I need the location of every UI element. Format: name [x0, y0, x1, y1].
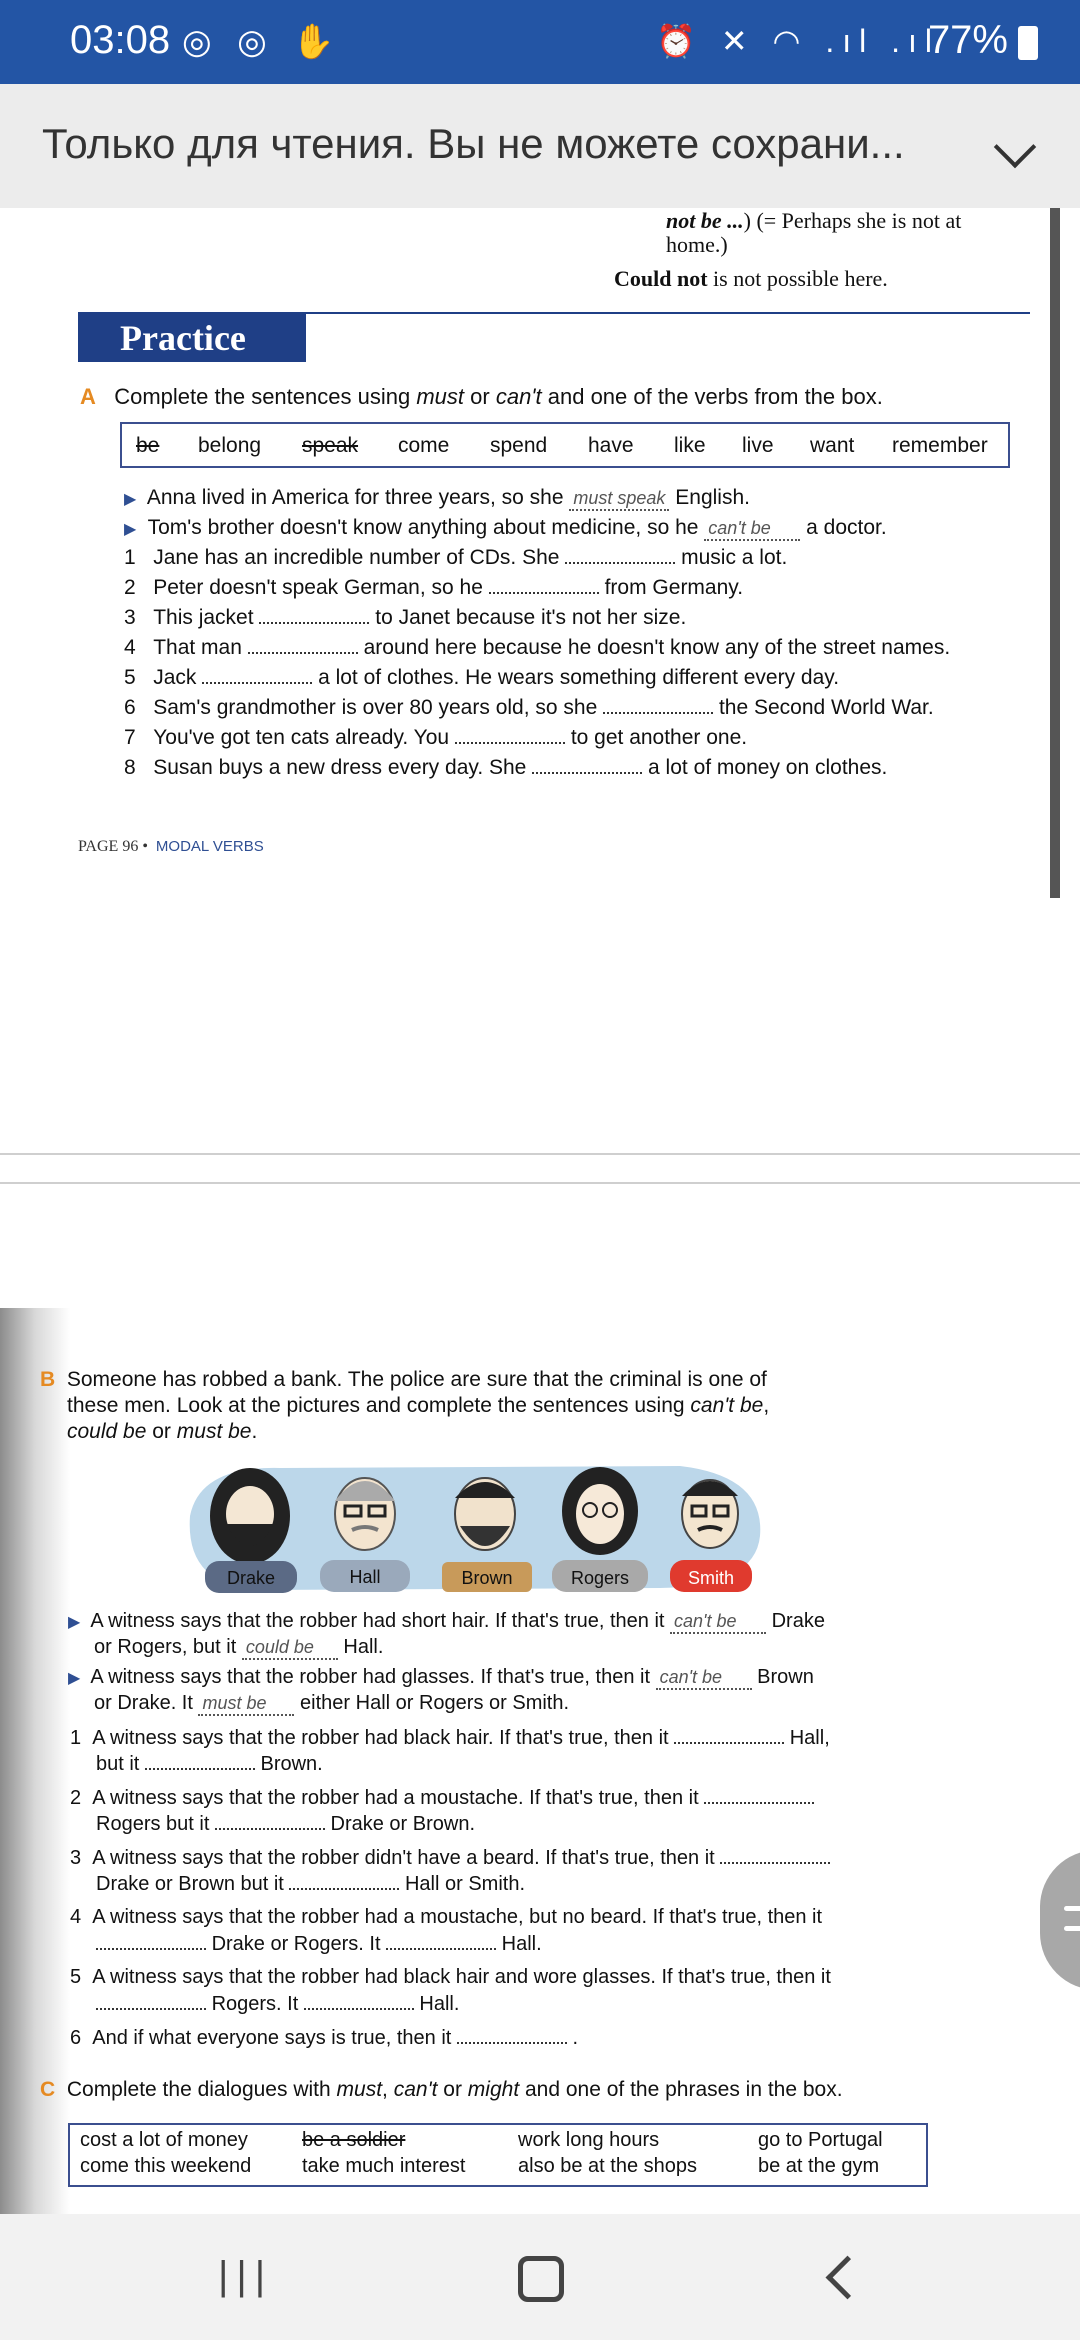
example-text: or Rogers, but it: [94, 1636, 237, 1658]
might-word: might: [467, 2078, 520, 2101]
triangle-icon: ▶: [68, 1670, 81, 1687]
grammar-note-line: [666, 208, 961, 234]
example-text: either Hall or Rogers or Smith.: [300, 1692, 570, 1714]
or-word: or: [470, 384, 490, 409]
item-text: Hall or Smith.: [404, 1873, 526, 1895]
item-number: 3: [124, 606, 136, 629]
suspects-illustration: [180, 1456, 770, 1596]
name-label-rogers: Rogers: [570, 1568, 630, 1588]
item-text: A witness says that the robber didn't have a beard. If that's true, then it: [92, 1847, 715, 1869]
item-text-end: a lot of clothes. He wears something different every day.: [318, 666, 840, 689]
answer-blank[interactable]: [720, 1846, 830, 1864]
item-text: A witness says that the robber had a moustache, but no beard. If that's true, then it: [92, 1906, 823, 1928]
section-b-instruction-1: [40, 1368, 767, 1392]
name-label-brown: Brown: [461, 1568, 513, 1588]
exercise-item: [124, 636, 950, 660]
answer-blank[interactable]: [145, 1752, 255, 1770]
item-text: .: [572, 2027, 579, 2049]
section-name: MODAL VERBS: [155, 838, 264, 855]
item-number: 4: [124, 636, 136, 659]
item-text: Hall.: [501, 1933, 542, 1955]
item-text: Hall,: [789, 1727, 830, 1749]
answer-blank[interactable]: [96, 1932, 206, 1950]
item-text: A witness says that the robber had black hair. If that's true, then it: [92, 1727, 669, 1749]
item-text: Rogers. It: [211, 1993, 299, 2015]
item-number: 6: [124, 696, 136, 719]
answer-blank[interactable]: [674, 1726, 784, 1744]
phrase: be a soldier: [302, 2129, 406, 2151]
exercise-item: [70, 1726, 830, 1750]
handwritten-answer: must speak: [569, 488, 669, 511]
instruction-rest: and one of the phrases in the box.: [525, 2078, 843, 2101]
page-number: PAGE 96 •: [78, 838, 148, 855]
back-icon[interactable]: [826, 2256, 870, 2300]
verb-like: like: [674, 434, 706, 457]
must-be-phrase: must be: [176, 1420, 252, 1443]
item-text: Jack: [153, 666, 197, 689]
item-text: Hall.: [419, 1993, 460, 2015]
example-text: Drake: [771, 1610, 825, 1632]
item-number: 5: [70, 1966, 82, 1988]
example-text: or Drake. It: [94, 1692, 193, 1714]
answer-blank[interactable]: [96, 1992, 206, 2010]
item-number: 2: [124, 576, 136, 599]
example-text: A witness says that the robber had short hair. If that's true, then it: [90, 1610, 665, 1632]
comma: ,: [382, 2078, 388, 2101]
answer-blank[interactable]: [289, 1872, 399, 1890]
item-text-end: to get another one.: [570, 726, 748, 749]
system-status-icons: ⏰ ✕ ◠ .ıl .ıl: [656, 23, 940, 59]
exercise-item: [124, 606, 686, 630]
item-text-end: from Germany.: [604, 576, 744, 599]
answer-blank[interactable]: [489, 576, 599, 594]
status-time: 03:08: [70, 18, 171, 62]
note-bold-text: not be ...: [666, 208, 744, 233]
triangle-icon: ▶: [124, 491, 137, 508]
page-footer: [78, 838, 264, 856]
triangle-icon: ▶: [124, 521, 137, 538]
item-number: 5: [124, 666, 136, 689]
example-b2-line2: [94, 1692, 569, 1716]
verb-spend: spend: [490, 434, 548, 457]
answer-blank[interactable]: [457, 2026, 567, 2044]
answer-blank[interactable]: [455, 726, 565, 744]
practice-heading: Practice: [78, 314, 306, 362]
answer-blank[interactable]: [304, 1992, 414, 2010]
exercise-item: [124, 696, 934, 720]
phrase: be at the gym: [758, 2155, 880, 2177]
or-word: or: [152, 1420, 171, 1443]
item-number: 4: [70, 1906, 82, 1928]
item-text-end: to Janet because it's not her size.: [375, 606, 687, 629]
battery-icon: [1018, 26, 1038, 60]
answer-blank[interactable]: [565, 546, 675, 564]
answer-blank[interactable]: [202, 666, 312, 684]
verb-be: be: [136, 434, 160, 457]
exercise-item: [124, 546, 787, 570]
example-text-end: English.: [675, 486, 750, 509]
section-b-instruction-2: these men. Look at the pictures and complete the sentences using can't be,: [67, 1394, 770, 1417]
example-b1-line1: [68, 1610, 825, 1634]
example-text: Tom's brother doesn't know anything about medicine, so he: [147, 516, 699, 539]
exercise-item: [70, 1846, 830, 1870]
item-text: Drake or Brown.: [330, 1813, 476, 1835]
answer-blank[interactable]: [532, 756, 642, 774]
item-text: Drake or Rogers. It: [211, 1933, 381, 1955]
verb-live: live: [742, 434, 774, 457]
verb-have: have: [588, 434, 634, 457]
page-divider: [0, 1153, 1080, 1155]
item-number: 3: [70, 1847, 82, 1869]
handle-line: [1064, 1926, 1080, 1931]
name-label-smith: Smith: [687, 1568, 735, 1588]
exercise-item-6: [70, 2026, 578, 2050]
item-text-end: around here because he doesn't know any of the street names.: [363, 636, 951, 659]
answer-blank[interactable]: [259, 606, 369, 624]
item-number: 1: [70, 1727, 82, 1749]
example-text: Anna lived in America for three years, so she: [146, 486, 564, 509]
exercise-item: [124, 756, 887, 780]
example-b1-line2: [94, 1636, 383, 1660]
verb-speak: speak: [302, 434, 359, 457]
recents-icon[interactable]: |||: [218, 2254, 274, 2298]
notification-icons: ◎ ◎ ✋: [182, 23, 343, 61]
document-page-1: [0, 208, 1060, 898]
handwritten-answer: can't be: [656, 1667, 752, 1690]
item-text: You've got ten cats already. You: [153, 726, 450, 749]
section-a-instruction: [80, 384, 883, 410]
exercise-item: [124, 726, 747, 750]
item-text: Drake or Brown but it: [96, 1873, 284, 1895]
example-text: A witness says that the robber had glasses. If that's true, then it: [90, 1666, 651, 1688]
instruction-text: Someone has robbed a bank. The police are sure that the criminal is one of: [66, 1368, 767, 1391]
item-text: That man: [153, 636, 242, 659]
section-b-instruction-3: could be or must be.: [67, 1420, 258, 1443]
item-text: This jacket: [153, 606, 254, 629]
item-number: 1: [124, 546, 136, 569]
exercise-item: [124, 576, 743, 600]
could-not-bold: Could not: [614, 266, 708, 291]
page-edge: [1050, 208, 1060, 898]
answer-blank[interactable]: [215, 1812, 325, 1830]
must-word: must: [416, 384, 465, 409]
exercise-item: [70, 1966, 831, 1989]
document-title-bar: [0, 84, 1080, 208]
item-text: Susan buys a new dress every day. She: [153, 756, 527, 779]
exercise-item: [70, 1906, 822, 1929]
phrase: also be at the shops: [518, 2155, 698, 2177]
item-text: Brown.: [260, 1753, 323, 1775]
verb-belong: belong: [198, 434, 262, 457]
section-c-instruction: [40, 2078, 843, 2102]
or-word: or: [443, 2078, 462, 2101]
name-label-drake: Drake: [226, 1568, 276, 1588]
item-text-end: a lot of money on clothes.: [648, 756, 888, 779]
item-text: Peter doesn't speak German, so he: [153, 576, 483, 599]
exercise-item-cont: [96, 1812, 475, 1836]
instruction-text: these men. Look at the pictures and complete the sentences using: [67, 1394, 685, 1417]
document-page-2: [0, 1308, 1060, 2214]
verb-want: want: [810, 434, 855, 457]
triangle-icon: ▶: [68, 1614, 81, 1631]
item-number: 7: [124, 726, 136, 749]
item-number: 2: [70, 1787, 82, 1809]
answer-blank[interactable]: [248, 636, 358, 654]
exercise-item-cont: [96, 1992, 459, 2016]
handwritten-answer: can't be: [704, 518, 800, 541]
handwritten-answer: could be: [242, 1637, 338, 1660]
phrase: take much interest: [302, 2155, 466, 2177]
status-bar: [0, 0, 1080, 84]
phrase: come this weekend: [80, 2155, 252, 2177]
battery-percent: 77%: [927, 18, 1008, 62]
phrase-box: [68, 2123, 928, 2187]
exercise-item: [124, 666, 839, 690]
example-b2-line1: [68, 1666, 814, 1690]
answer-blank[interactable]: [386, 1932, 496, 1950]
example-1: [124, 486, 750, 511]
instruction-text: Complete the sentences using: [114, 384, 411, 409]
cant-word: can't: [393, 2078, 438, 2101]
could-not-note: [614, 266, 888, 292]
cant-be-phrase: can't be: [690, 1394, 764, 1417]
item-number: 8: [124, 756, 136, 779]
page-divider: [0, 1182, 1080, 1184]
item-text-end: music a lot.: [681, 546, 788, 569]
item-text-end: the Second World War.: [718, 696, 934, 719]
page-gap: [0, 898, 1080, 1298]
answer-blank[interactable]: [603, 696, 713, 714]
could-not-rest: is not possible here.: [713, 266, 888, 291]
instruction-text: Complete the dialogues with: [66, 2078, 331, 2101]
readonly-notice: Только для чтения. Вы не можете сохрани...: [42, 120, 905, 167]
item-text: A witness says that the robber had black hair and wore glasses. If that's true, then it: [92, 1966, 831, 1988]
phrase: work long hours: [518, 2129, 660, 2151]
item-text: A witness says that the robber had a moustache. If that's true, then it: [92, 1787, 699, 1809]
section-a-letter: A: [80, 384, 96, 409]
example-2: [124, 516, 887, 541]
item-text: but it: [96, 1753, 140, 1775]
home-icon[interactable]: [518, 2256, 564, 2302]
item-text: And if what everyone says is true, then it: [92, 2027, 452, 2049]
exercise-item-cont: [96, 1872, 525, 1896]
item-text: Rogers but it: [96, 1813, 210, 1835]
section-b-letter: B: [40, 1368, 56, 1391]
phrase: cost a lot of money: [80, 2129, 248, 2151]
answer-blank[interactable]: [704, 1786, 814, 1804]
verb-come: come: [398, 434, 450, 457]
example-text: Hall.: [343, 1636, 384, 1658]
example-text-end: a doctor.: [806, 516, 887, 539]
name-label-hall: Hall: [349, 1567, 381, 1587]
verb-remember: remember: [892, 434, 988, 457]
phrase: go to Portugal: [758, 2129, 883, 2151]
note-text-2: home.): [666, 232, 728, 257]
exercise-item: [70, 1786, 814, 1810]
cant-word: can't: [495, 384, 542, 409]
verb-box: [120, 422, 1010, 468]
handwritten-answer: must be: [198, 1693, 294, 1716]
exercise-item-cont: [96, 1752, 323, 1776]
section-c-letter: C: [40, 2078, 56, 2101]
must-word: must: [336, 2078, 383, 2101]
example-text: Brown: [757, 1666, 814, 1688]
exercise-item-cont: [96, 1932, 542, 1956]
item-number: 6: [70, 2027, 82, 2049]
could-be-phrase: could be: [67, 1420, 147, 1443]
handwritten-answer: can't be: [670, 1611, 766, 1634]
item-text: Jane has an incredible number of CDs. She: [153, 546, 560, 569]
item-text: Sam's grandmother is over 80 years old, so she: [153, 696, 598, 719]
navigation-bar: [0, 2214, 1080, 2340]
note-text: ) (= Perhaps she is not at: [743, 208, 962, 233]
chevron-down-icon[interactable]: [994, 126, 1036, 168]
handle-line: [1064, 1906, 1080, 1911]
instruction-rest: and one of the verbs from the box.: [547, 384, 883, 409]
